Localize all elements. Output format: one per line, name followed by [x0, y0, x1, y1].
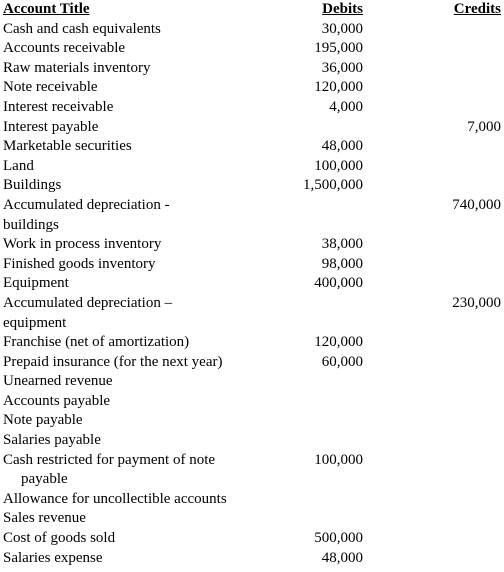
table-row [3, 490, 503, 510]
table-row [3, 196, 503, 235]
credit-amount: 7,000 [467, 118, 501, 135]
debit-amount: 98,000 [321, 255, 363, 272]
table-row [3, 431, 503, 451]
table-row [3, 549, 503, 569]
table-row [3, 353, 503, 373]
header-credits: Credits [453, 1, 501, 17]
table-row [3, 59, 503, 79]
table-row [3, 137, 503, 157]
debit-amount: 48,000 [321, 549, 363, 566]
account-title: Accounts payable [3, 392, 111, 409]
account-title: Sales revenue [3, 510, 86, 527]
account-title-line-2: buildings [3, 216, 59, 233]
account-title: Work in process inventory [3, 236, 162, 253]
trial-balance-sheet [3, 0, 503, 568]
table-row [3, 294, 503, 333]
table-row [3, 392, 503, 412]
table-row [3, 78, 503, 98]
account-title-line-1: Accumulated depreciation - [3, 196, 170, 213]
credit-amount: 740,000 [452, 196, 501, 213]
debit-amount: 400,000 [314, 275, 363, 292]
debit-amount: 38,000 [321, 236, 363, 253]
debit-amount: 120,000 [314, 79, 363, 96]
table-row [3, 235, 503, 255]
account-title: Salaries expense [3, 549, 103, 566]
table-row [3, 411, 503, 431]
account-title: Cost of goods sold [3, 530, 116, 547]
table-row [3, 176, 503, 196]
account-title: Equipment [3, 275, 69, 292]
table-row [3, 274, 503, 294]
debit-amount: 500,000 [314, 530, 363, 547]
account-title-line-2: equipment [3, 314, 67, 331]
table-row [3, 157, 503, 177]
table-row [3, 98, 503, 118]
debit-amount: 1,500,000 [303, 177, 363, 194]
table-row [3, 372, 503, 392]
account-title: Marketable securities [3, 138, 132, 155]
debit-amount: 36,000 [321, 59, 363, 76]
header-account-title: Account Title [3, 1, 90, 17]
account-title [3, 196, 293, 235]
account-title-line-1: Accumulated depreciation – [3, 294, 173, 311]
account-title-line-2: payable [21, 471, 68, 488]
account-title: Interest payable [3, 118, 99, 135]
header-debits: Debits [322, 1, 363, 17]
header-row [3, 0, 503, 20]
credit-amount: 230,000 [452, 294, 501, 311]
table-row [3, 451, 503, 490]
debit-amount: 100,000 [314, 157, 363, 174]
account-title [3, 294, 293, 333]
account-title: Land [3, 157, 34, 174]
account-title: Buildings [3, 177, 62, 194]
table-row [3, 333, 503, 353]
account-title: Note payable [3, 412, 83, 429]
account-title: Raw materials inventory [3, 59, 151, 76]
account-title: Allowance for uncollectible accounts [3, 490, 227, 507]
table-row [3, 39, 503, 59]
account-title: Franchise (net of amortization) [3, 334, 190, 351]
account-title-line-1: Cash restricted for payment of note [3, 451, 216, 468]
account-title [3, 451, 293, 490]
debit-amount: 195,000 [314, 40, 363, 57]
table-row [3, 529, 503, 549]
table-row [3, 118, 503, 138]
account-title: Cash and cash equivalents [3, 20, 161, 37]
debit-amount: 60,000 [321, 353, 363, 370]
debit-amount: 100,000 [314, 451, 363, 468]
table-row [3, 509, 503, 529]
account-title: Salaries payable [3, 432, 101, 449]
debit-amount: 30,000 [321, 20, 363, 37]
debit-amount: 4,000 [329, 98, 363, 115]
account-title: Finished goods inventory [3, 255, 156, 272]
account-rows [3, 20, 503, 569]
debit-amount: 120,000 [314, 334, 363, 351]
debit-amount: 48,000 [321, 138, 363, 155]
account-title: Note receivable [3, 79, 98, 96]
account-title: Interest receivable [3, 98, 114, 115]
account-title: Unearned revenue [3, 373, 113, 390]
account-title: Accounts receivable [3, 40, 126, 57]
table-row [3, 255, 503, 275]
account-title: Prepaid insurance (for the next year) [3, 353, 223, 370]
table-row [3, 20, 503, 40]
